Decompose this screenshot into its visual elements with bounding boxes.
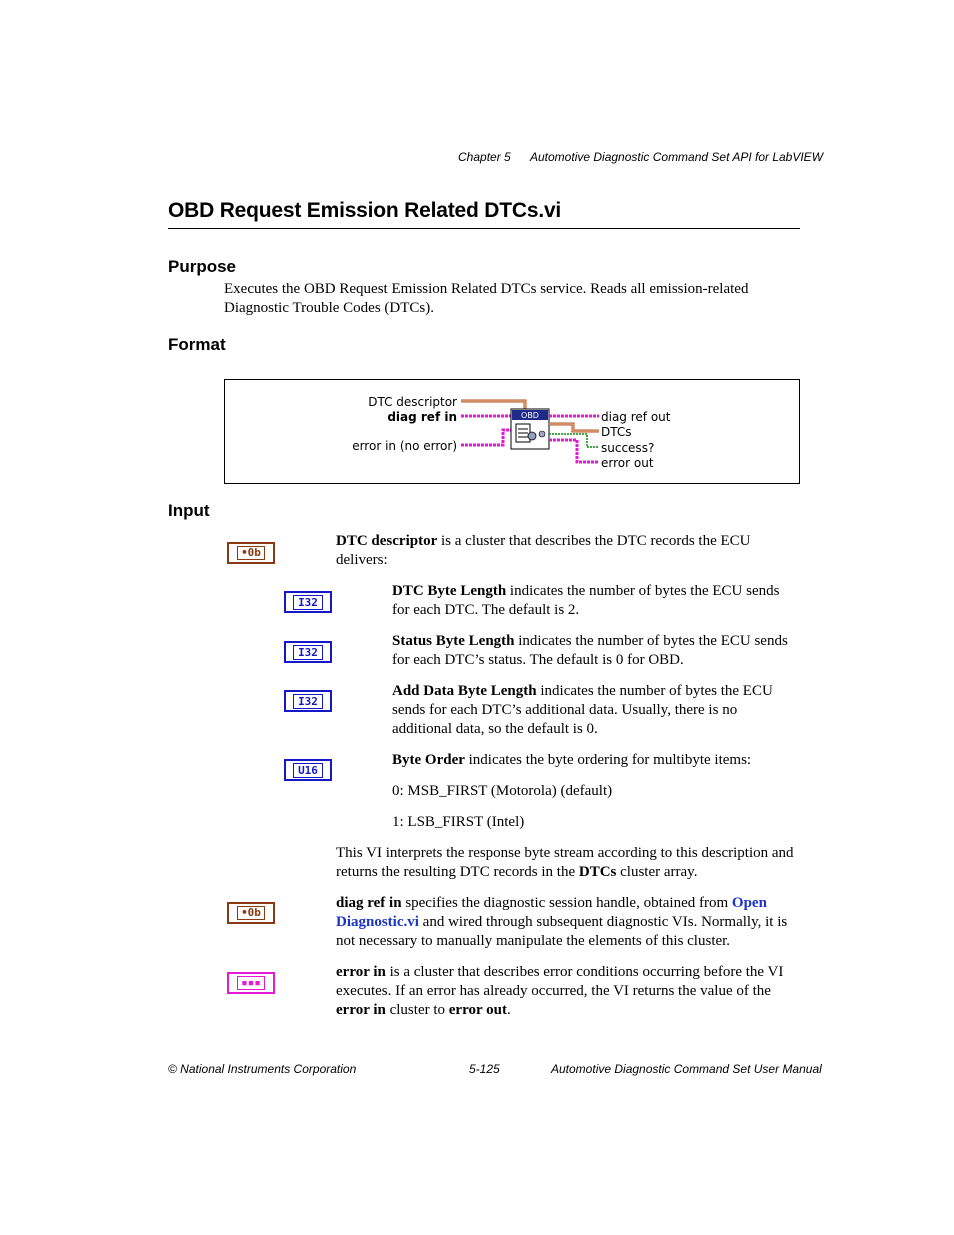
byte-order-text: indicates the byte ordering for multibyte items: bbox=[464, 752, 752, 768]
i32-icon: I32 bbox=[284, 690, 332, 712]
i32-icon: I32 bbox=[284, 591, 332, 613]
format-heading: Format bbox=[168, 335, 226, 354]
status-byte-length-text: indicates the number of bytes the ECU sends for each DTC’s status. The default is 0 for OBD. bbox=[392, 633, 788, 668]
add-data-byte-length-term: Add Data Byte Length bbox=[392, 683, 537, 699]
dtc-descriptor-desc bbox=[336, 532, 796, 570]
input-label-error-in: error in (no error) bbox=[352, 439, 457, 453]
open-diagnostic-link[interactable]: Open Diagnostic.vi bbox=[336, 895, 767, 930]
error-cluster-icon: ▪▪▪ bbox=[227, 972, 275, 994]
dtc-descriptor-term: DTC descriptor bbox=[336, 533, 438, 549]
obd-vi-icon bbox=[511, 409, 549, 449]
byte-order-option: 0: MSB_FIRST (Motorola) (default) bbox=[392, 783, 613, 799]
summary-dtcs-term: DTCs bbox=[578, 864, 617, 880]
input-label-diag-ref-in: diag ref in bbox=[387, 410, 457, 424]
connector-pane-figure bbox=[224, 379, 800, 484]
dtcs-wire bbox=[549, 424, 599, 431]
byte-order-term: Byte Order bbox=[392, 752, 465, 768]
add-data-byte-length-text: indicates the number of bytes the ECU sends for each DTC’s additional data. Usually, there is no additional data, so the default is 0. bbox=[392, 683, 773, 737]
error-in-text-mid: cluster to bbox=[385, 1002, 449, 1018]
footer-copyright: © National Instruments Corporation bbox=[168, 1062, 357, 1076]
connector-pane-diagram bbox=[225, 380, 799, 483]
vi-icon-label: OBD bbox=[521, 411, 539, 420]
summary-text-end: cluster array. bbox=[616, 864, 698, 880]
cluster-icon: •0b bbox=[227, 902, 275, 924]
dtc-descriptor-text: is a cluster that describes the DTC records the ECU delivers: bbox=[336, 533, 751, 568]
dtc-byte-length-term: DTC Byte Length bbox=[392, 583, 507, 599]
diag-ref-in-text: specifies the diagnostic session handle, obtained from bbox=[401, 895, 732, 911]
error-out-term-inline: error out bbox=[448, 1002, 507, 1018]
diag-ref-in-desc bbox=[336, 894, 802, 951]
purpose-heading: Purpose bbox=[168, 257, 237, 276]
dtc-descriptor-summary bbox=[336, 844, 798, 882]
footer-page-number: 5-125 bbox=[469, 1062, 500, 1076]
dtc-byte-length-desc bbox=[392, 582, 798, 620]
footer-manual-title: Automotive Diagnostic Command Set User Manual bbox=[551, 1062, 822, 1076]
summary-text: This VI interprets the response byte stream according to this description and returns the resulting DTC records in the bbox=[336, 845, 794, 880]
dtc-byte-length-text: indicates the number of bytes the ECU sends for each DTC. The default is 2. bbox=[392, 583, 780, 618]
input-heading: Input bbox=[168, 501, 210, 520]
error-out-wire bbox=[549, 440, 599, 462]
section-label: Automotive Diagnostic Command Set API for LabVIEW bbox=[530, 150, 824, 164]
status-byte-length-term: Status Byte Length bbox=[392, 633, 515, 649]
error-in-term-inline: error in bbox=[336, 1002, 386, 1018]
input-label-dtc-descriptor: DTC descriptor bbox=[368, 395, 457, 409]
status-byte-length-desc bbox=[392, 632, 802, 670]
cluster-icon: •0b bbox=[227, 542, 275, 564]
error-in-wire bbox=[461, 430, 511, 445]
u16-icon: U16 bbox=[284, 759, 332, 781]
output-label-success: success? bbox=[601, 441, 655, 455]
page-title: OBD Request Emission Related DTCs.vi bbox=[168, 199, 562, 222]
output-label-dtcs: DTCs bbox=[601, 425, 632, 439]
error-in-text: is a cluster that describes error conditions occurring before the VI executes. If an error has already occurred, the VI returns the value of the bbox=[336, 964, 784, 999]
output-label-diag-ref-out: diag ref out bbox=[601, 410, 671, 424]
byte-order-desc bbox=[392, 751, 798, 770]
error-in-term: error in bbox=[336, 964, 386, 980]
purpose-text: Executes the OBD Request Emission Related DTCs service. Reads all emission-related Diagnostic Trouble Codes (DTCs). bbox=[224, 281, 749, 316]
chapter-label: Chapter 5 bbox=[458, 150, 511, 164]
diag-ref-in-term: diag ref in bbox=[336, 895, 402, 911]
diag-ref-in-text-end: and wired through subsequent diagnostic VIs. Normally, it is not necessary to manually manipulate the elements of this cluster. bbox=[336, 914, 788, 949]
title-rule bbox=[168, 228, 800, 229]
output-label-error-out: error out bbox=[601, 456, 654, 470]
error-in-desc bbox=[336, 963, 802, 1020]
i32-icon: I32 bbox=[284, 641, 332, 663]
error-in-text-end: . bbox=[506, 1002, 511, 1018]
byte-order-option: 1: LSB_FIRST (Intel) bbox=[392, 814, 525, 830]
add-data-byte-length-desc bbox=[392, 682, 792, 739]
